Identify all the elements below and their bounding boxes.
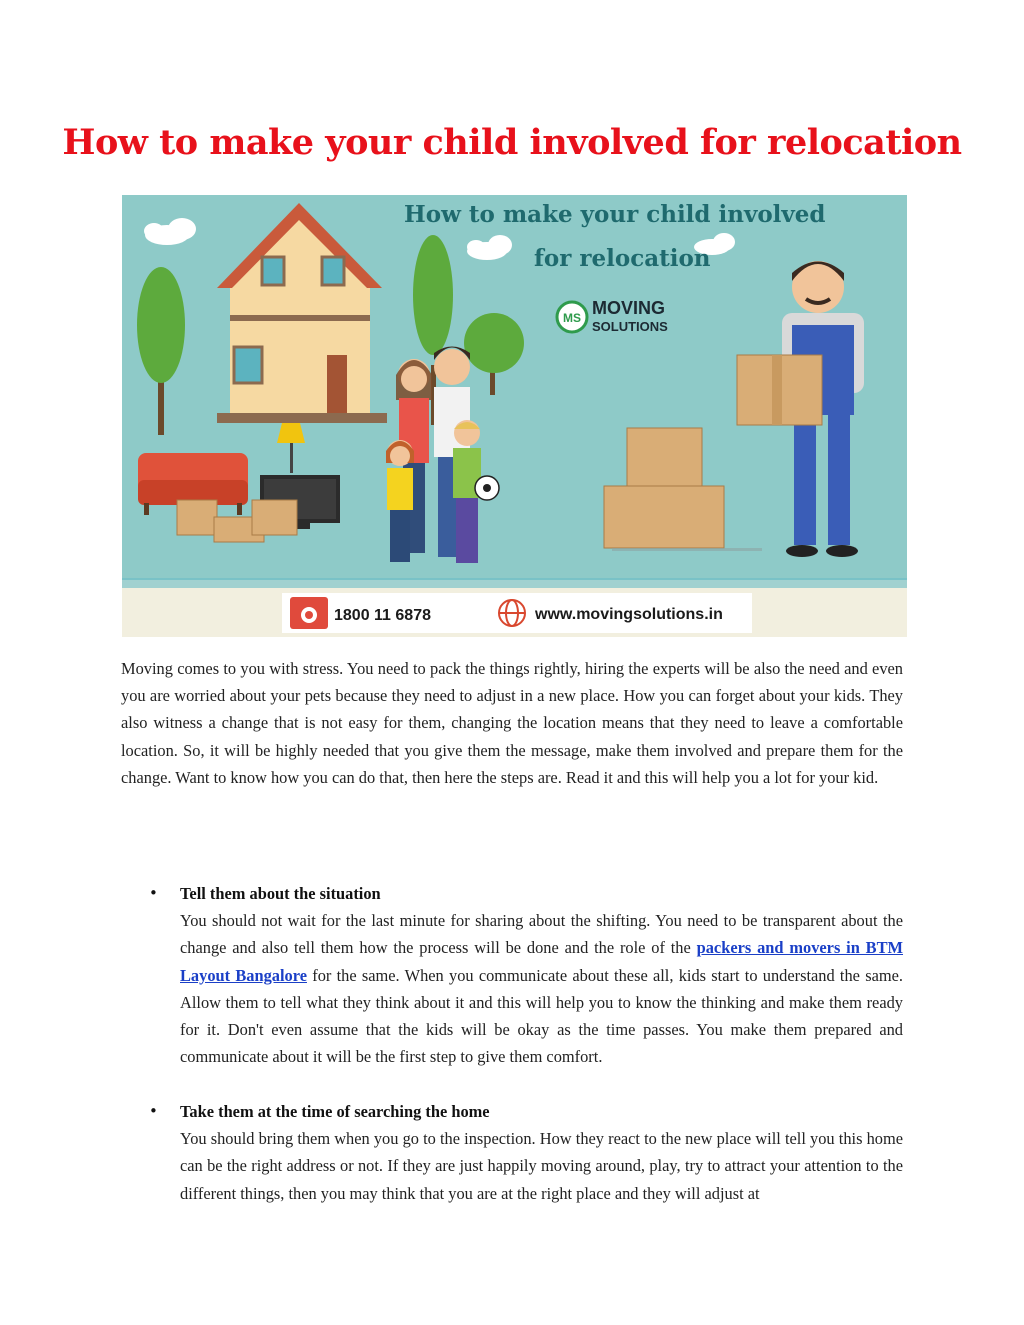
bullet-paragraph: You should bring them when you go to the inspection. How they react to the new place will tell you this home can be the right address or not. If they are just happily moving around, play, try to attract your attention to the different things, then you may think that you are at the right place and they will adjust at <box>180 1129 903 1203</box>
svg-text:MS: MS <box>563 311 581 325</box>
svg-text:MOVING: MOVING <box>592 298 666 318</box>
banner-illustration <box>122 195 907 637</box>
banner-heading-line1: How to make your child involved <box>404 201 826 228</box>
bullet-text-segment: You should not wait for the last minute for sharing about the shifting. You need to be transparent about the change and also tell them how the process will be done and the role of the <box>180 911 903 958</box>
banner-website: www.movingsolutions.in <box>535 606 723 623</box>
moving-solutions-logo <box>557 298 668 334</box>
page-title: How to make your child involved for relocation <box>62 122 962 163</box>
bullet-paragraph <box>180 907 903 1070</box>
bullet-heading: Tell them about the situation <box>180 884 381 903</box>
phone-icon <box>290 597 328 629</box>
banner-heading-line2: for relocation <box>534 245 711 272</box>
bullet-marker: • <box>149 884 158 902</box>
banner-phone: 1800 11 6878 <box>334 607 431 624</box>
svg-text:SOLUTIONS: SOLUTIONS <box>592 319 668 334</box>
packers-movers-link[interactable]: packers and movers in BTM Layout Bangalore <box>180 938 903 985</box>
bullet-text-segment: for the same. When you communicate about these all, kids start to understand the same. Allow them to tell what they think about it and this will help you to know the thinking and make them ready for it. Don't even assume that the kids will be okay as the time passes. You make them prepared and communicate about it will be the first step to give them comfort. <box>180 965 903 1067</box>
intro-paragraph: Moving comes to you with stress. You need to pack the things rightly, hiring the experts will be also the need and even you are worried about your pets because they need to adjust in a new place. How you can forget about your kids. They also witness a change that is not easy for them, changing the location means that they need to leave a comfortable location. So, it will be highly needed that you give them the message, make them involved and prepare them for the change. Want to know how you can do that, then here the steps are. Read it and this will help you a lot for your kid. <box>121 659 903 787</box>
bullet-marker: • <box>149 1102 158 1120</box>
bullet-heading: Take them at the time of searching the home <box>180 1102 490 1121</box>
